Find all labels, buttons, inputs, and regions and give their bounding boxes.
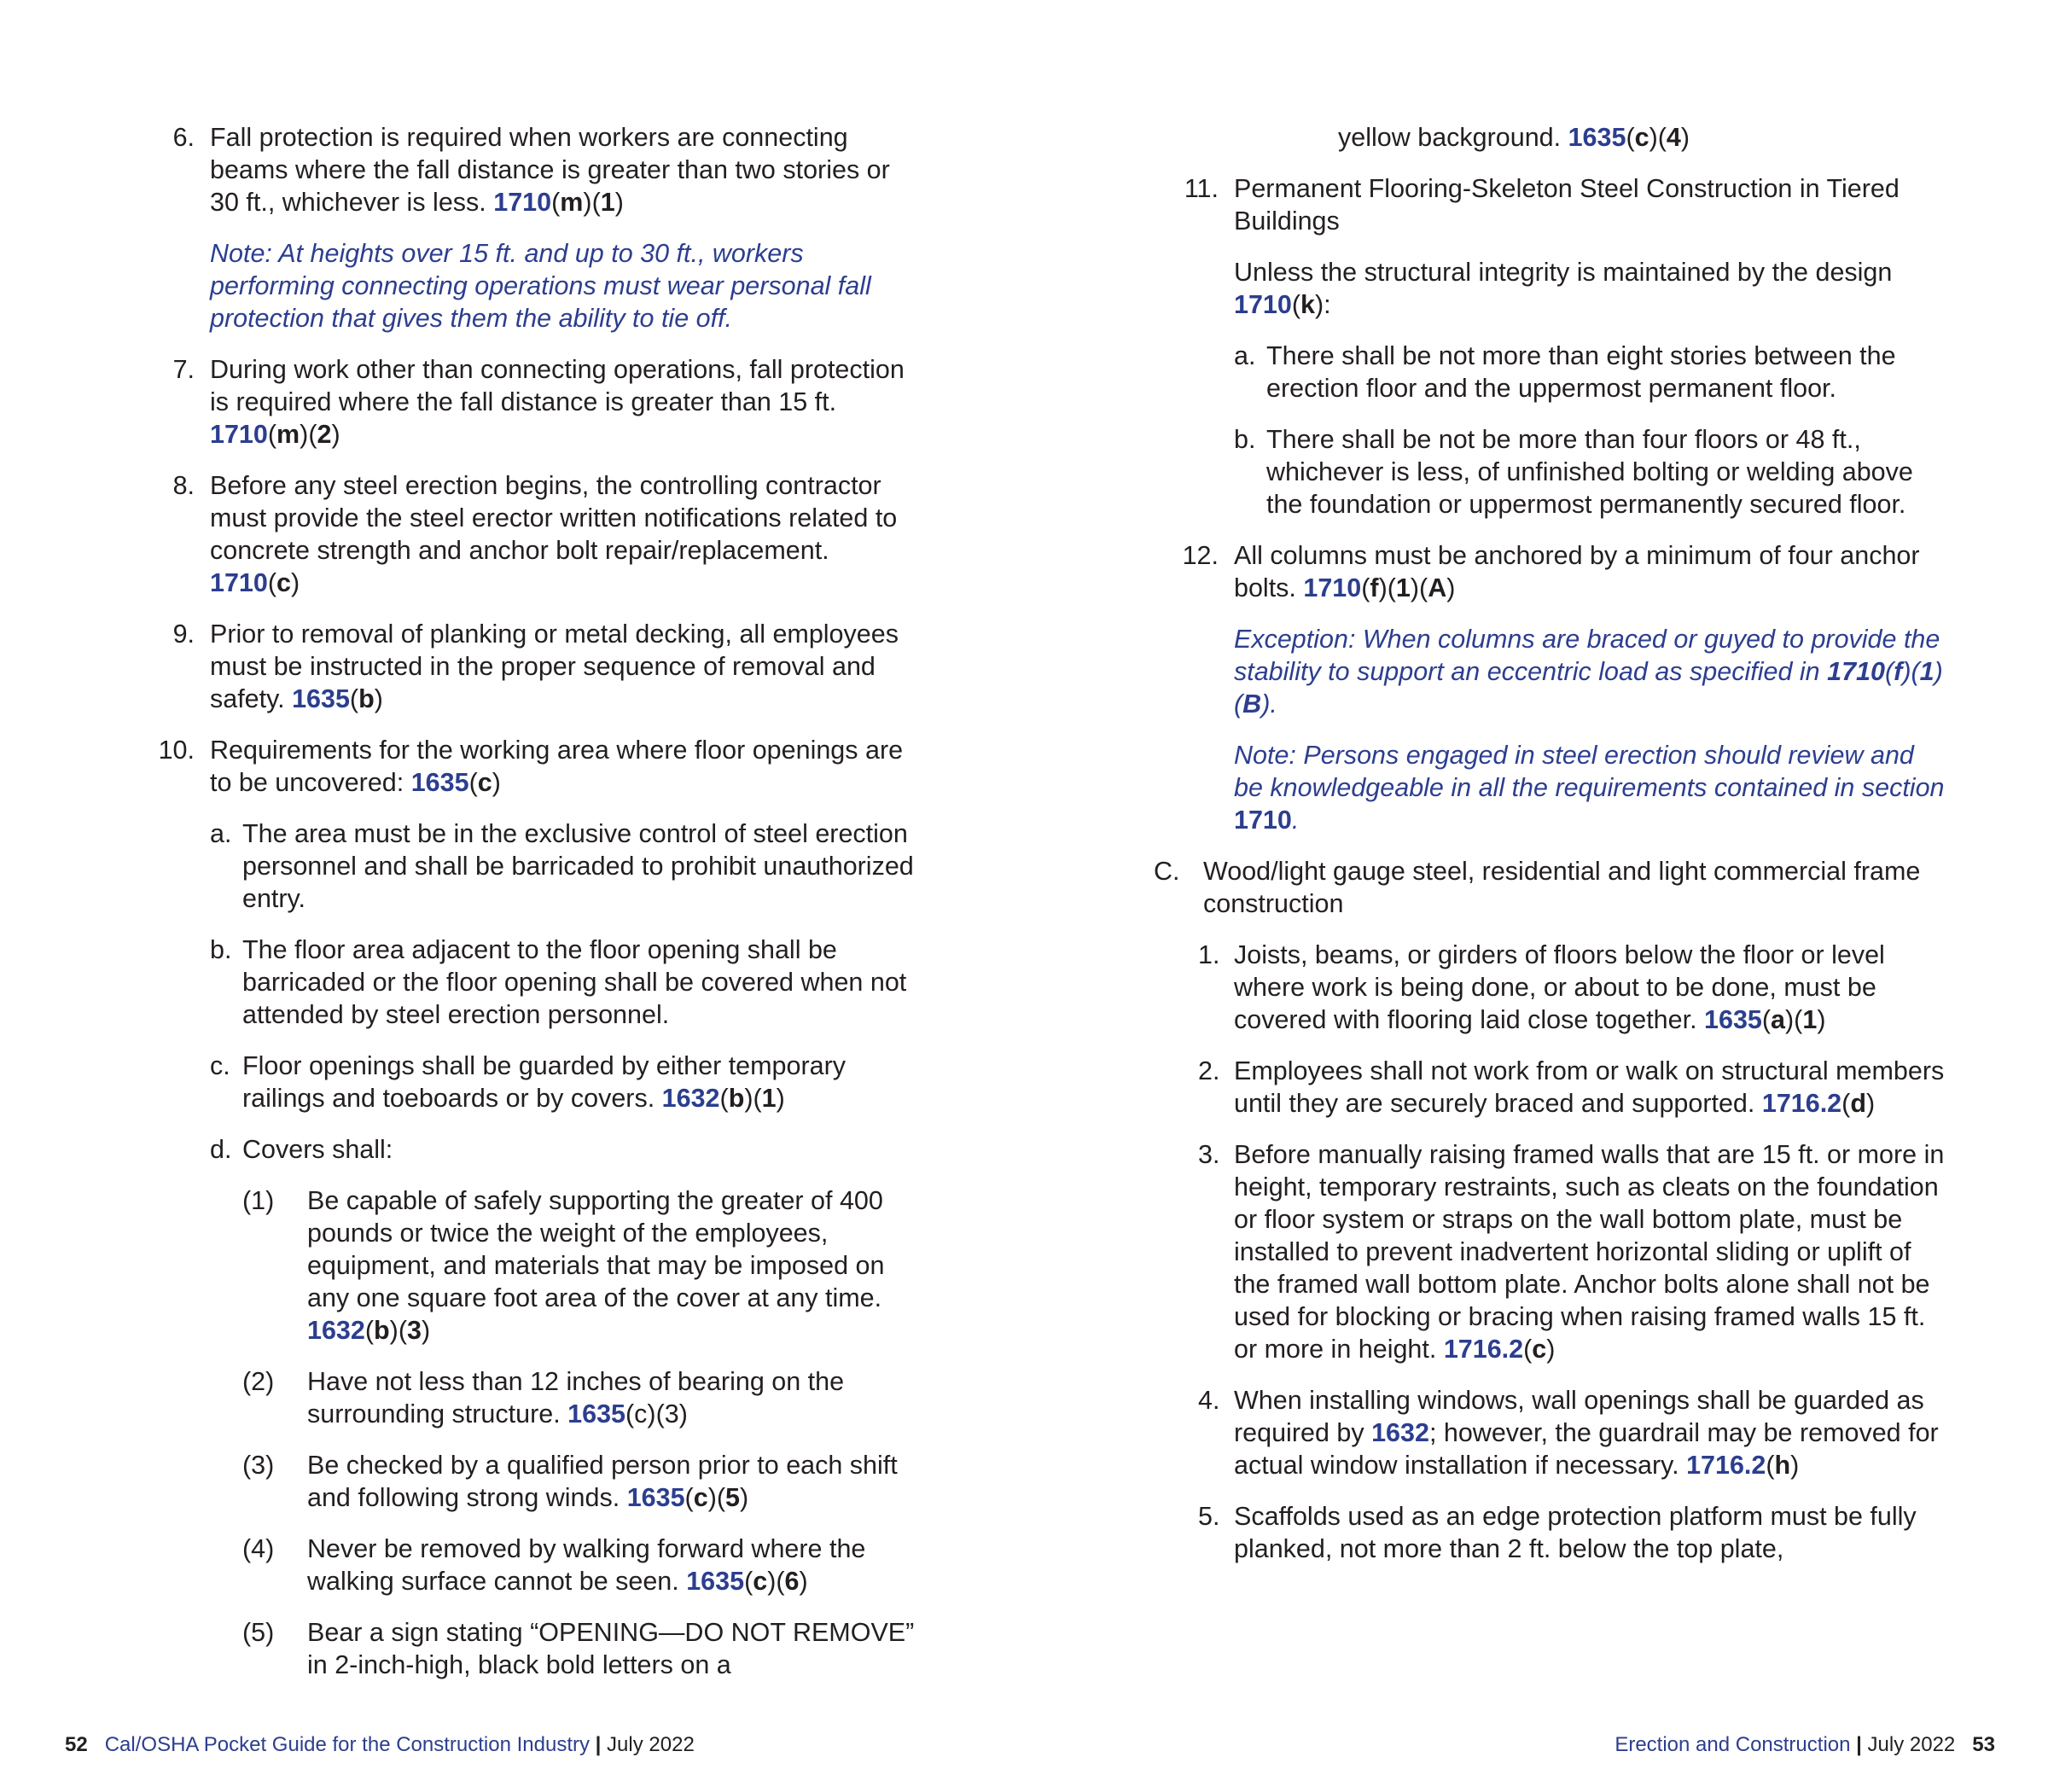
item-number: 4. <box>1198 1386 1220 1415</box>
regulation-ref: 1710 <box>210 420 268 449</box>
regulation-ref: 1635 <box>626 1483 685 1512</box>
item-number: (2) <box>242 1367 275 1396</box>
sub-item-a <box>1234 340 1946 404</box>
regulation-ref: 1710 <box>493 188 552 217</box>
note-text: Note: At heights over 15 ft. and up to 30 ft., workers performing connecting operations must wear personal fall protection that gives them the ability to tie off. <box>210 239 871 333</box>
item-text: yellow background. 1635(c)(4) <box>1338 123 1690 152</box>
list-item-8 <box>154 469 922 599</box>
item-number: (4) <box>242 1534 275 1563</box>
item-letter: c. <box>210 1051 230 1080</box>
item-text: Prior to removal of planking or metal decking, all employees must be instructed in the proper sequence of removal and safety. 1635(b) <box>210 620 899 713</box>
sub-sub-item-5 <box>242 1616 922 1681</box>
regulation-ref: 1635 <box>292 684 350 713</box>
regulation-ref: 1635 <box>1568 123 1626 152</box>
item-number: 10. <box>158 736 195 765</box>
item-text: Bear a sign stating “OPENING—DO NOT REMOVE” in 2-inch-high, black bold letters on a <box>307 1618 915 1679</box>
item-title: Permanent Flooring-Skeleton Steel Construction in Tiered Buildings <box>1234 174 1900 236</box>
item-number: 7. <box>172 355 195 384</box>
item-number: (3) <box>242 1451 275 1480</box>
list-item-12 <box>1178 539 1946 836</box>
section-title: Wood/light gauge steel, residential and light commercial frame construction <box>1203 857 1921 918</box>
item-number: 11. <box>1184 174 1219 203</box>
page-number: 53 <box>1972 1733 1995 1756</box>
item-letter: b. <box>1234 425 1256 454</box>
list-item-10 <box>154 734 922 1681</box>
item-text: Joists, beams, or girders of floors below the floor or level where work is being done, or about to be done, must be covered with flooring laid close together. 1635(a)(1) <box>1234 940 1885 1034</box>
left-page-footer <box>65 1732 695 1758</box>
item-number: 3. <box>1198 1140 1220 1169</box>
left-page-column <box>154 121 922 1700</box>
item-number: 8. <box>172 471 195 500</box>
regulation-ref: 1716.2 <box>1443 1335 1524 1364</box>
item-number: (5) <box>242 1618 275 1647</box>
section-letter: C. <box>1154 857 1180 886</box>
regulation-ref: 1632 <box>307 1316 365 1345</box>
item-text: Floor openings shall be guarded by either temporary railings and toeboards or by covers. 1632(b)(1) <box>242 1051 846 1113</box>
item-text: During work other than connecting operations, fall protection is required where the fall distance is greater than 15 ft. 1710(m)(2) <box>210 355 905 449</box>
list-item-6 <box>154 121 922 335</box>
item-text: Have not less than 12 inches of bearing on the surrounding structure. 1635(c)(3) <box>307 1367 845 1428</box>
item-text: There shall be not more than eight stories between the erection floor and the uppermost permanent floor. <box>1266 341 1896 403</box>
sub-sub-item-4 <box>242 1533 922 1597</box>
regulation-ref: 1635 <box>686 1567 745 1596</box>
item-number: (1) <box>242 1186 275 1215</box>
item-letter: d. <box>210 1135 232 1164</box>
section-c <box>1154 855 1946 1565</box>
item-text: Be capable of safely supporting the greater of 400 pounds or twice the weight of the employees, equipment, and materials that may be imposed on any one square foot area of the cover at any time. 1632(b)(3) <box>307 1186 885 1345</box>
c-item-5 <box>1198 1500 1946 1565</box>
list-item-7 <box>154 353 922 451</box>
c-item-3 <box>1198 1138 1946 1365</box>
continued-text <box>1178 121 1946 154</box>
sub-item-b <box>1234 423 1946 521</box>
item-text: When installing windows, wall openings shall be guarded as required by 1632; however, the guardrail may be removed for actual window installation if necessary. 1716.2(h) <box>1234 1386 1939 1480</box>
regulation-ref: 1635 <box>410 768 469 797</box>
item-text: Scaffolds used as an edge protection platform must be fully planked, not more than 2 ft. below the top plate, <box>1234 1502 1917 1563</box>
item-text: All columns must be anchored by a minimum of four anchor bolts. 1710(f)(1)(A) <box>1234 541 1920 602</box>
right-page-footer <box>1615 1732 1995 1758</box>
item-text: Unless the structural integrity is maintained by the design 1710(k): <box>1234 258 1893 319</box>
sub-item-b <box>210 934 922 1031</box>
list-item-11 <box>1178 172 1946 521</box>
item-text: Never be removed by walking forward where the walking surface cannot be seen. 1635(c)(6) <box>307 1534 866 1596</box>
item-letter: a. <box>1234 341 1256 370</box>
footer-separator: | <box>595 1733 602 1756</box>
right-page-column <box>1154 121 1946 1584</box>
item-letter: b. <box>210 935 232 964</box>
item-number: 2. <box>1198 1056 1220 1085</box>
page-number: 52 <box>65 1733 88 1756</box>
regulation-ref: 1710 <box>1234 290 1292 319</box>
item-text: Before any steel erection begins, the controlling contractor must provide the steel erector written notifications related to concrete strength and anchor bolt repair/replacement. 1710(c) <box>210 471 898 597</box>
item-text: The area must be in the exclusive control of steel erection personnel and shall be barricaded to prohibit unauthorized entry. <box>242 819 914 913</box>
regulation-ref: 1710 <box>210 568 268 597</box>
item-number: 6. <box>172 123 195 152</box>
regulation-ref: 1710 <box>1303 573 1362 602</box>
item-letter: a. <box>210 819 232 848</box>
item-text: There shall be not be more than four floors or 48 ft., whichever is less, of unfinished bolting or welding above the foundation or uppermost permanently secured floor. <box>1266 425 1913 519</box>
regulation-ref: 1635 <box>1704 1005 1762 1034</box>
regulation-ref: 1716.2 <box>1761 1089 1842 1118</box>
regulation-ref: 1716.2 <box>1686 1451 1766 1480</box>
regulation-ref: 1632 <box>1371 1418 1429 1447</box>
publication-title: Cal/OSHA Pocket Guide for the Construction Industry <box>104 1733 590 1756</box>
c-item-1 <box>1198 939 1946 1036</box>
item-number: 9. <box>172 620 195 649</box>
item-number: 5. <box>1198 1502 1220 1531</box>
sub-item-a <box>210 817 922 915</box>
item-text: The floor area adjacent to the floor opening shall be barricaded or the floor opening shall be covered when not attended by steel erection personnel. <box>242 935 907 1029</box>
regulation-ref: 1632 <box>661 1084 720 1113</box>
exception-note: Exception: When columns are braced or guyed to provide the stability to support an eccentric load as specified in 1710(f)(1)(B). <box>1234 625 1943 719</box>
sub-item-d <box>210 1133 922 1681</box>
item-text: Covers shall: <box>242 1135 393 1164</box>
c-item-4 <box>1198 1384 1946 1481</box>
list-item-9 <box>154 618 922 715</box>
sub-sub-item-1 <box>242 1184 922 1347</box>
item-text: Be checked by a qualified person prior to each shift and following strong winds. 1635(c)(5) <box>307 1451 898 1512</box>
footer-separator: | <box>1856 1733 1862 1756</box>
sub-sub-item-3 <box>242 1449 922 1514</box>
item-text: Fall protection is required when workers are connecting beams where the fall distance is greater than two stories or 30 ft., whichever is less. 1710(m)(1) <box>210 123 890 217</box>
item-number: 12. <box>1182 541 1219 570</box>
item-number: 1. <box>1198 940 1220 969</box>
item-text: Employees shall not work from or walk on structural members until they are securely braced and supported. 1716.2(d) <box>1234 1056 1945 1118</box>
note-text: Note: Persons engaged in steel erection should review and be knowledgeable in all the requirements contained in section 1710. <box>1234 741 1945 835</box>
regulation-ref: 1635 <box>567 1399 626 1428</box>
sub-sub-item-2 <box>242 1365 922 1430</box>
publication-date: July 2022 <box>1867 1733 1956 1756</box>
item-text: Before manually raising framed walls that are 15 ft. or more in height, temporary restraints, such as cleats on the foundation or floor system or straps on the wall bottom plate, must be installed to prevent inadvertent horizontal sliding or uplift of the framed wall bottom plate. Anchor bolts alone shall not be used for blocking or bracing when raising framed walls 15 ft. or more in height. 1716.2(c) <box>1234 1140 1945 1364</box>
sub-item-c <box>210 1050 922 1114</box>
c-item-2 <box>1198 1055 1946 1120</box>
publication-date: July 2022 <box>607 1733 695 1756</box>
section-title: Erection and Construction <box>1615 1733 1851 1756</box>
item-text: Requirements for the working area where floor openings are to be uncovered: 1635(c) <box>210 736 904 797</box>
